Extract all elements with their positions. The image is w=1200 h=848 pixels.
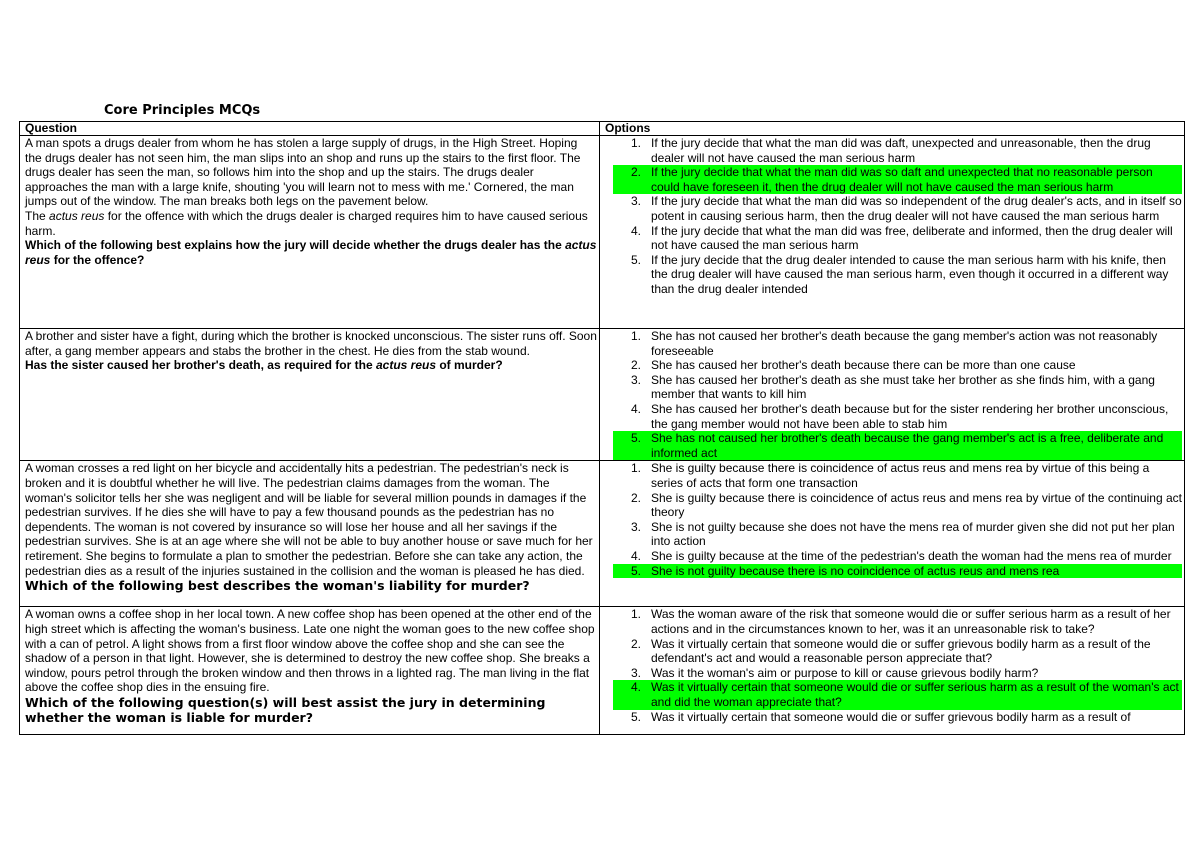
options-list bbox=[605, 461, 1182, 578]
option-item: 2. She is guilty because there is coincidence of actus reus and mens rea by virtue of the continuing act theory bbox=[630, 490, 1182, 520]
scenario-text: A woman crosses a red light on her bicycle and accidentally hits a pedestrian. The pedestrian's neck is broken and it is doubtful whether he will live. The pedestrian claims damages from the woman. The woman's solicitor tells her she was negligent and will be liable for several million pounds in damages if the pedestrian survives. If he dies she will have to pay a few thousand pounds as the pedestrian has no dependents. The woman is not covered by insurance so will lose her house and all her savings if the pedestrian survives. She is at an age where she will not be able to buy another house or save much for her retirement. She begins to formulate a plan to smother the pedestrian. Before she can take any action, the pedestrian dies as a result of the injuries sustained in the collision and the woman is pleased he has died. bbox=[25, 461, 593, 578]
option-item: 1. She is guilty because there is coincidence of actus reus and mens rea by virtue of this being a series of acts that form one transaction bbox=[630, 461, 1150, 490]
question-prompt: Has the sister caused her brother's death, as required for the actus reus of murder? bbox=[25, 358, 503, 373]
page-title: Core Principles MCQs bbox=[104, 103, 261, 118]
mcq-table bbox=[19, 121, 1185, 735]
options-cell bbox=[600, 329, 1185, 461]
header-row bbox=[20, 122, 1185, 136]
option-item: 5. If the jury decide that the drug dealer intended to cause the man serious harm with his knife, then the drug dealer will have caused the man serious harm, even though it occurred in a different way than the drug dealer intended bbox=[630, 252, 1169, 296]
option-item: 4. She has caused her brother's death because but for the sister rendering her brother unconscious, the gang member would not have been able to stab him bbox=[630, 401, 1169, 431]
option-item-correct: 4. Was it virtually certain that someone would die or suffer serious harm as a result of the woman's act and did the woman appreciate that? bbox=[605, 680, 1182, 709]
question-cell bbox=[20, 329, 600, 461]
question-prompt: Which of the following best describes the woman's liability for murder? bbox=[25, 578, 530, 594]
options-cell bbox=[600, 607, 1185, 735]
option-item-correct: 5. She has not caused her brother's death because the gang member's act is a free, deliberate and informed act bbox=[605, 431, 1182, 460]
question-cell bbox=[20, 136, 600, 329]
option-item-correct: 2. If the jury decide that what the man did was so daft and unexpected that no reasonable person could have foreseen it, then the drug dealer will not have caused the man serious harm bbox=[605, 165, 1182, 194]
question-prompt: Which of the following best explains how the jury will decide whether the drugs dealer has the actus reus for the offence? bbox=[25, 238, 597, 267]
option-item-correct: 5. She is not guilty because there is no coincidence of actus reus and mens rea bbox=[605, 564, 1182, 579]
option-item: 2. Was it virtually certain that someone would die or suffer grievous bodily harm as a result of the defendant's act and would a reasonable person appreciate that? bbox=[630, 636, 1151, 666]
option-item: 3. If the jury decide that what the man did was so independent of the drug dealer's acts, and in itself so potent in causing serious harm, then the drug dealer will not have caused the man serious harm bbox=[630, 194, 1182, 223]
option-item: 3. Was it the woman's aim or purpose to kill or cause grievous bodily harm? bbox=[630, 665, 1039, 680]
scenario-note: The actus reus for the offence with which the drugs dealer is charged requires him to have caused serious harm. bbox=[25, 208, 588, 238]
option-item: 1. She has not caused her brother's death because the gang member's action was not reasonably foreseeable bbox=[630, 329, 1158, 358]
scenario-text: A man spots a drugs dealer from whom he has stolen a large supply of drugs, in the High Street. Hoping the drugs dealer has not seen him, the man slips into an shop and runs up the stairs to the first floor. The drugs dealer has seen the man, so follows him into the shop and up the stairs. The drugs dealer approaches the man with a large knife, shouting 'you will learn not to mess with me.' Cornered, the man jumps out of the window. The man breaks both legs on the pavement below. bbox=[25, 136, 581, 209]
option-item: 4. She is guilty because at the time of the pedestrian's death the woman had the mens rea of murder bbox=[630, 548, 1172, 563]
question-column-header: Question bbox=[20, 122, 600, 136]
question-cell bbox=[20, 461, 600, 607]
question-row bbox=[20, 461, 1185, 607]
option-item: 1. Was the woman aware of the risk that someone would die or suffer serious harm as a result of her actions and in the circumstances known to her, was it an unreasonable risk to take? bbox=[630, 607, 1171, 636]
scenario-text: A brother and sister have a fight, during which the brother is knocked unconscious. The sister runs off. Soon after, a gang member appears and stabs the brother in the chest. He dies from the stab wound. bbox=[25, 329, 597, 358]
option-item: 4. If the jury decide that what the man did was free, deliberate and informed, then the drug dealer will not have caused the man serious harm bbox=[630, 223, 1173, 253]
question-row bbox=[20, 329, 1185, 461]
question-row bbox=[20, 136, 1185, 329]
question-cell bbox=[20, 607, 600, 735]
option-item: 3. She has caused her brother's death as she must take her brother as she finds him, with a gang member that wants to kill him bbox=[630, 372, 1155, 402]
options-column-header: Options bbox=[600, 122, 1185, 136]
option-item: 3. She is not guilty because she does not have the mens rea of murder given she did not put her plan into action bbox=[630, 519, 1175, 549]
options-cell bbox=[600, 461, 1185, 607]
options-list bbox=[605, 136, 1182, 297]
option-item: 5. Was it virtually certain that someone would die or suffer grievous bodily harm as a result of bbox=[630, 709, 1131, 724]
question-prompt: Which of the following question(s) will best assist the jury in determining whether the woman is liable for murder? bbox=[25, 694, 546, 725]
question-row bbox=[20, 607, 1185, 735]
option-item: 2. She has caused her brother's death because there can be more than one cause bbox=[630, 358, 1076, 373]
option-item: 1. If the jury decide that what the man did was daft, unexpected and unreasonable, then the drug dealer will not have caused the man serious harm bbox=[630, 136, 1151, 165]
options-list bbox=[605, 607, 1182, 724]
options-cell bbox=[600, 136, 1185, 329]
options-list bbox=[605, 329, 1182, 460]
scenario-text: A woman owns a coffee shop in her local town. A new coffee shop has been opened at the other end of the high street which is affecting the woman's business. Late one night the woman goes to the new coffee shop with a can of petrol. A light shows from a first floor window above the coffee shop and she can see the shadow of a person in that light. However, she is determined to destroy the new coffee shop. She breaks a window, pours petrol through the broken window and then throws in a lighted rag. The man living in the flat above the coffee shop dies in the ensuing fire. bbox=[25, 607, 595, 695]
